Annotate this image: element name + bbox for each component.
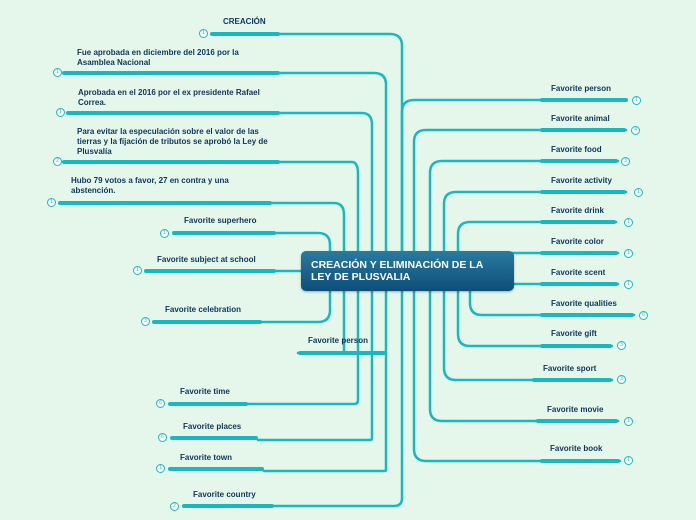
topic-favorite-time[interactable]: Favorite time xyxy=(180,387,230,396)
topic-aprobada-correa[interactable]: Aprobada en el 2016 por el ex presidente Rafael Correa. xyxy=(78,88,260,107)
topic-favorite-movie-count[interactable]: 1 xyxy=(624,417,633,426)
topic-favorite-superhero-count[interactable]: 1 xyxy=(160,229,169,238)
topic-favorite-superhero[interactable]: Favorite superhero xyxy=(184,216,257,225)
topic-favorite-places[interactable]: Favorite places xyxy=(183,422,242,431)
topic-favorite-places-bar xyxy=(170,436,258,440)
central-topic[interactable]: CREACIÓN Y ELIMINACIÓN DE LA LEY DE PLUSVALIA xyxy=(301,251,514,291)
topic-favorite-person[interactable]: Favorite person xyxy=(551,84,612,93)
topic-favorite-drink[interactable]: Favorite drink xyxy=(551,206,604,215)
topic-favorite-country-bar xyxy=(182,504,274,508)
topic-favorite-book-bar xyxy=(540,459,620,463)
topic-favorite-book-count[interactable]: 1 xyxy=(624,456,633,465)
topic-favorite-food[interactable]: Favorite food xyxy=(551,145,602,154)
topic-favorite-scent-count[interactable]: 1 xyxy=(624,280,633,289)
topic-favorite-qualities-bar xyxy=(540,313,634,317)
topic-favorite-food-bar xyxy=(540,159,618,163)
topic-favorite-gift-count[interactable]: 3 xyxy=(617,341,626,350)
topic-aprobada-diciembre-count[interactable]: 1 xyxy=(53,68,62,77)
topic-favorite-qualities[interactable]: Favorite qualities xyxy=(551,299,617,308)
topic-favorite-drink-bar xyxy=(540,220,616,224)
topic-favorite-person-left-bar xyxy=(298,351,386,355)
topic-favorite-scent[interactable]: Favorite scent xyxy=(551,268,606,277)
topic-favorite-town-bar xyxy=(168,467,264,471)
topic-favorite-animal[interactable]: Favorite animal xyxy=(551,114,610,123)
topic-favorite-gift[interactable]: Favorite gift xyxy=(551,329,597,338)
topic-favorite-time-bar xyxy=(168,402,248,406)
topic-especulacion-count[interactable]: 2 xyxy=(53,157,62,166)
topic-aprobada-diciembre[interactable]: Fue aprobada en diciembre del 2016 por la Asamblea Nacional xyxy=(77,48,239,67)
topic-favorite-celebration-bar xyxy=(152,320,262,324)
topic-favorite-superhero-bar xyxy=(172,231,276,235)
topic-favorite-sport[interactable]: Favorite sport xyxy=(543,364,597,373)
topic-favorite-color-count[interactable]: 1 xyxy=(624,249,633,258)
topic-favorite-person-bar xyxy=(540,98,628,102)
topic-favorite-sport-count[interactable]: 3 xyxy=(617,375,626,384)
topic-aprobada-correa-count[interactable]: 1 xyxy=(56,108,65,117)
topic-favorite-celebration-count[interactable]: 3 xyxy=(141,317,150,326)
topic-favorite-activity-count[interactable]: 1 xyxy=(634,188,643,197)
topic-favorite-movie-bar xyxy=(536,419,618,423)
topic-especulacion[interactable]: Para evitar la especulación sobre el valor de las tierras y la fijación de tributos se aprobó la Ley de Plusvalía xyxy=(77,127,268,156)
topic-votos[interactable]: Hubo 79 votos a favor, 27 en contra y una abstención. xyxy=(71,176,229,195)
topic-creacion-bar xyxy=(210,32,280,36)
topic-favorite-places-count[interactable]: 6 xyxy=(158,433,167,442)
topic-favorite-town-count[interactable]: 1 xyxy=(156,464,165,473)
topic-favorite-activity[interactable]: Favorite activity xyxy=(551,176,612,185)
topic-especulacion-bar xyxy=(62,160,280,164)
topic-favorite-person-left[interactable]: Favorite person xyxy=(308,336,369,345)
topic-favorite-person-count[interactable]: 1 xyxy=(632,96,641,105)
topic-favorite-town[interactable]: Favorite town xyxy=(180,453,233,462)
topic-favorite-country-count[interactable]: 2 xyxy=(170,502,179,511)
topic-favorite-color-bar xyxy=(540,251,618,255)
topic-creacion-count[interactable]: 1 xyxy=(199,29,208,38)
topic-votos-bar xyxy=(58,201,272,205)
topic-favorite-time-count[interactable]: 6 xyxy=(156,399,165,408)
topic-favorite-sport-bar xyxy=(532,378,612,382)
topic-creacion[interactable]: CREACIÓN xyxy=(223,17,266,26)
topic-aprobada-diciembre-bar xyxy=(62,71,280,75)
topic-favorite-activity-bar xyxy=(540,190,626,194)
topic-favorite-scent-bar xyxy=(540,282,618,286)
topic-favorite-subject-count[interactable]: 1 xyxy=(133,266,142,275)
topic-favorite-animal-bar xyxy=(540,128,626,132)
topic-favorite-movie[interactable]: Favorite movie xyxy=(547,405,604,414)
topic-favorite-food-count[interactable]: 3 xyxy=(621,157,630,166)
topic-favorite-gift-bar xyxy=(540,344,612,348)
topic-favorite-qualities-count[interactable]: 6 xyxy=(639,311,648,320)
topic-votos-count[interactable]: 1 xyxy=(47,198,56,207)
topic-favorite-subject[interactable]: Favorite subject at school xyxy=(157,255,256,264)
topic-favorite-country[interactable]: Favorite country xyxy=(193,490,256,499)
topic-aprobada-correa-bar xyxy=(66,111,280,115)
topic-favorite-book[interactable]: Favorite book xyxy=(550,444,603,453)
topic-favorite-color[interactable]: Favorite color xyxy=(551,237,604,246)
topic-favorite-animal-count[interactable]: 4 xyxy=(631,126,640,135)
topic-favorite-celebration[interactable]: Favorite celebration xyxy=(165,305,242,314)
topic-favorite-drink-count[interactable]: 1 xyxy=(624,218,633,227)
topic-favorite-subject-bar xyxy=(144,269,276,273)
